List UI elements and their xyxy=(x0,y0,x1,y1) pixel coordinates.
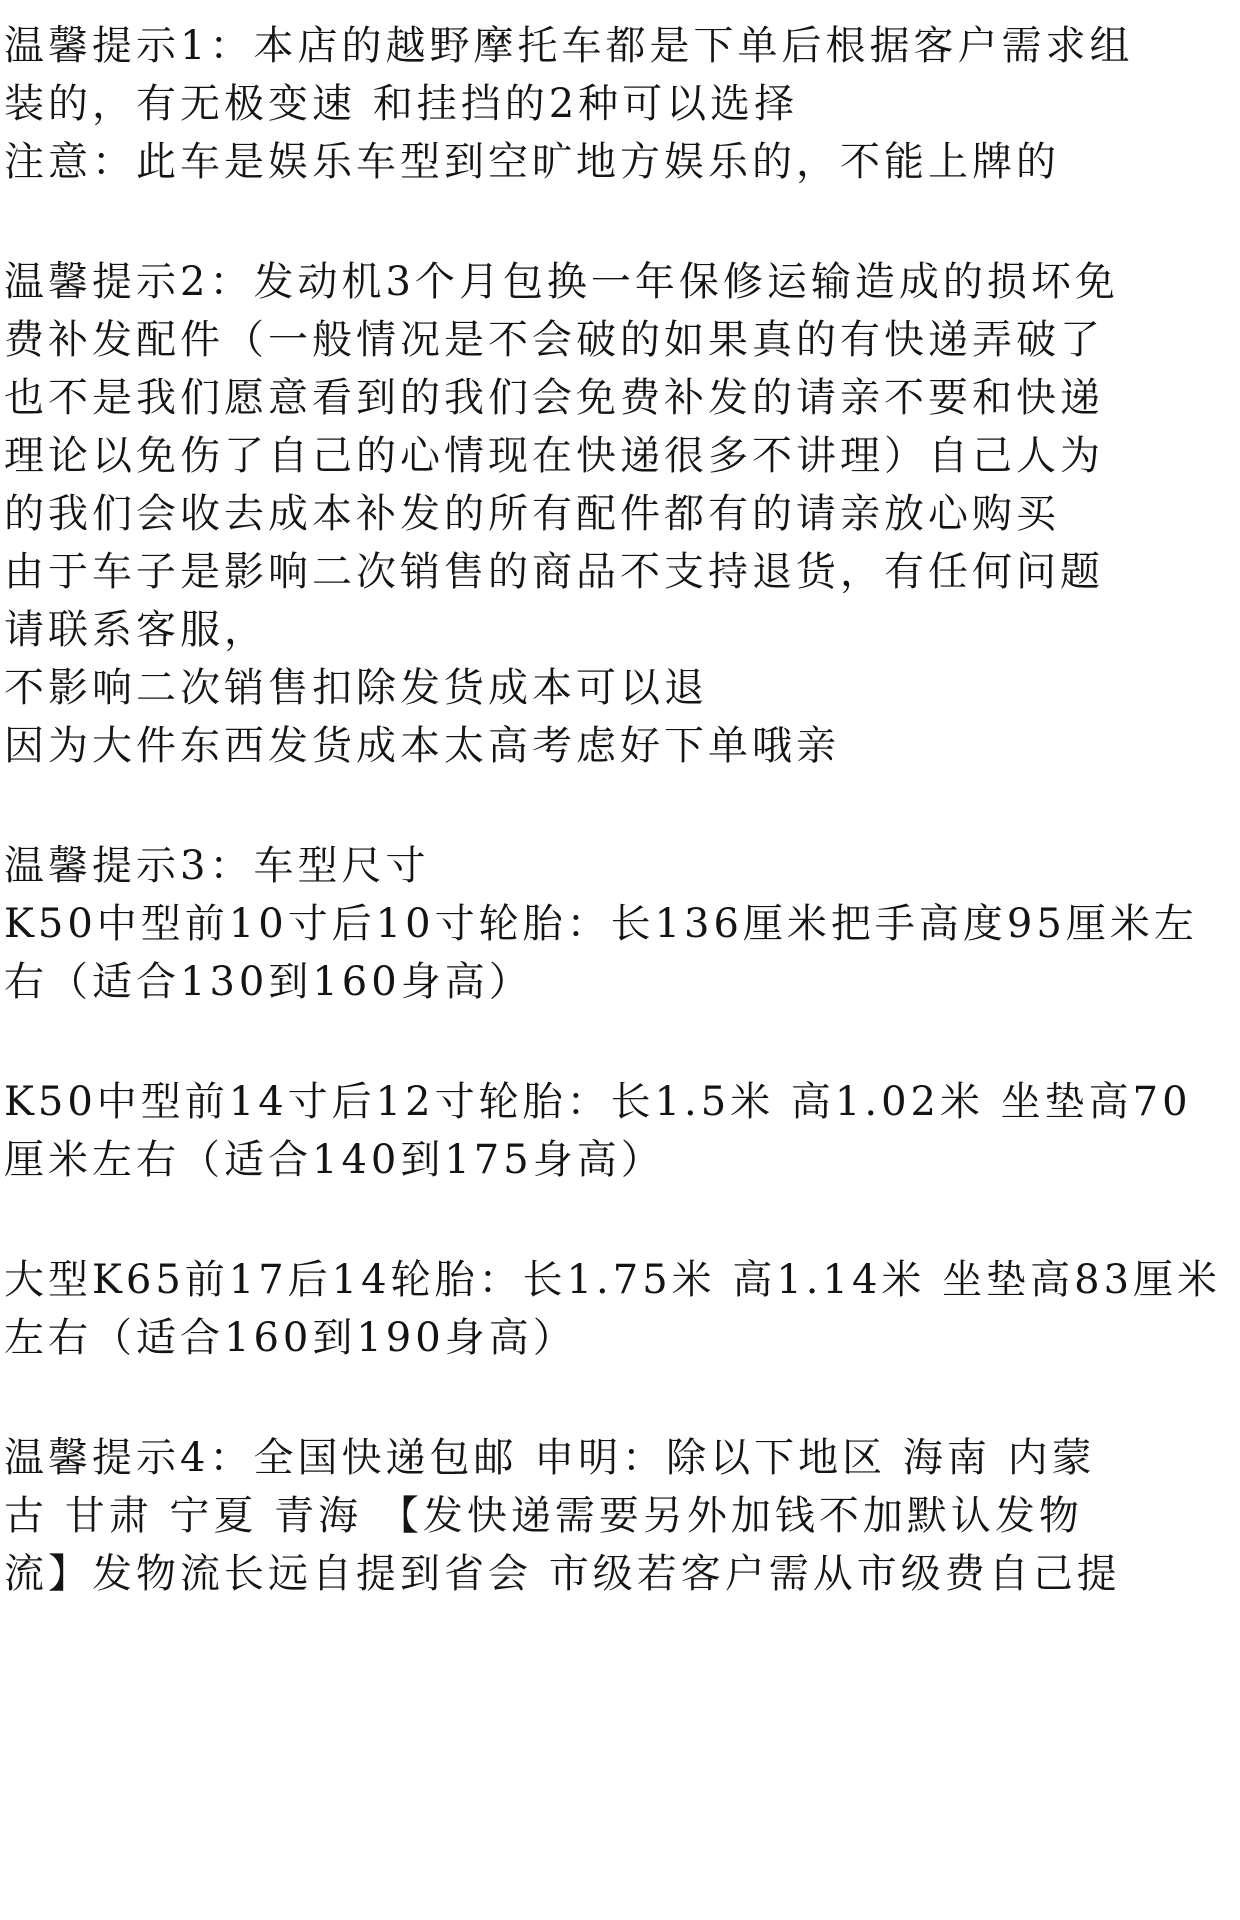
tip2-line-9: 因为大件东西发货成本太高考虑好下单哦亲 xyxy=(4,723,840,769)
tip4-line-2: 古 甘肃 宁夏 青海 【发快递需要另外加钱不加默认发物 xyxy=(4,1493,1083,1539)
tip3-heading: 温馨提示3：车型尺寸 xyxy=(4,843,430,889)
tip3-k50-small-line-1: K50中型前10寸后10寸轮胎：长136厘米把手高度95厘米左 xyxy=(4,901,1198,947)
tip2-line-3: 也不是我们愿意看到的我们会免费补发的请亲不要和快递 xyxy=(4,375,1104,421)
tip2-line-7: 请联系客服， xyxy=(4,607,268,653)
tip2-line-5: 的我们会收去成本补发的所有配件都有的请亲放心购买 xyxy=(4,491,1060,537)
tip3-k50-mid-line-1: K50中型前14寸后12寸轮胎：长1.5米 高1.02米 坐垫高70 xyxy=(4,1079,1192,1125)
tip1-line-1: 温馨提示1：本店的越野摩托车都是下单后根据客户需求组 xyxy=(4,23,1134,69)
tip2-line-8: 不影响二次销售扣除发货成本可以退 xyxy=(4,665,708,711)
tip4-line-3: 流】发物流长远自提到省会 市级若客户需从市级费自己提 xyxy=(4,1551,1121,1597)
tip3-k65-line-1: 大型K65前17后14轮胎：长1.75米 高1.14米 坐垫高83厘米 xyxy=(4,1257,1222,1303)
tip2-line-2: 费补发配件（一般情况是不会破的如果真的有快递弄破了 xyxy=(4,317,1104,363)
tip2-line-6: 由于车子是影响二次销售的商品不支持退货，有任何问题 xyxy=(4,549,1104,595)
tip1-line-2: 装的，有无极变速 和挂挡的2种可以选择 xyxy=(4,81,799,127)
tip1-line-3: 注意：此车是娱乐车型到空旷地方娱乐的，不能上牌的 xyxy=(4,139,1060,185)
tip3-k50-mid-line-2: 厘米左右（适合140到175身高） xyxy=(4,1137,665,1183)
tip4-line-1: 温馨提示4：全国快递包邮 申明：除以下地区 海南 内蒙 xyxy=(4,1435,1096,1481)
tip3-k50-small-line-2: 右（适合130到160身高） xyxy=(4,959,533,1005)
tip3-k65-line-2: 左右（适合160到190身高） xyxy=(4,1315,577,1361)
tip2-line-1: 温馨提示2：发动机3个月包换一年保修运输造成的损坏免 xyxy=(4,259,1119,305)
tip2-line-4: 理论以免伤了自己的心情现在快递很多不讲理）自己人为 xyxy=(4,433,1104,479)
